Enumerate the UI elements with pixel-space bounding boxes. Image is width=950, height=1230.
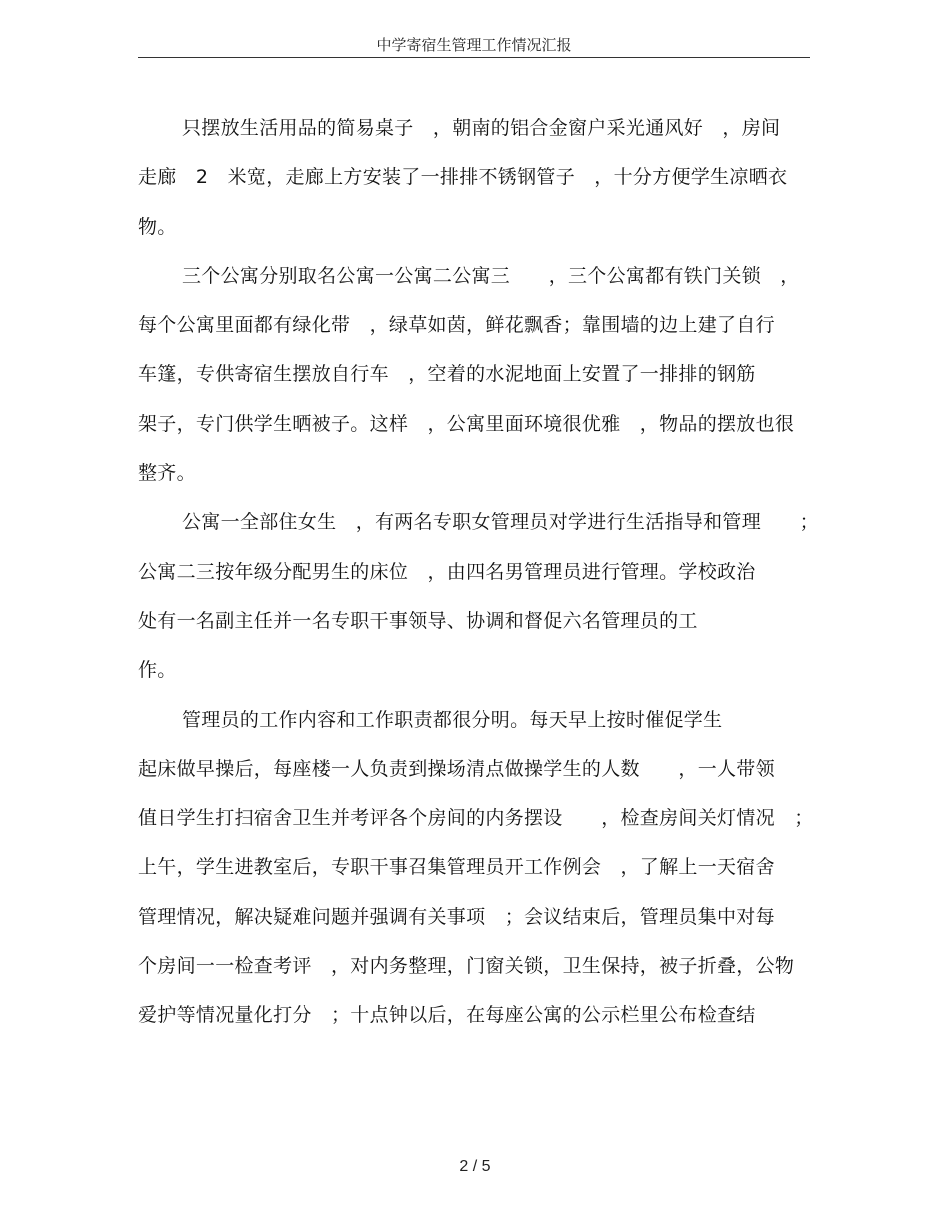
text-line: 爱护等情况量化打分 ；十点钟以后，在每座公寓的公示栏里公布检查结 (138, 1004, 756, 1027)
text-line: 管理情况，解决疑难问题并强调有关事项 ；会议结束后，管理员集中对每 (138, 905, 775, 928)
text-line: 值日学生打扫宿舍卫生并考评各个房间的内务摆设 ，检查房间关灯情况 ； (138, 807, 814, 830)
text-line: 管理员的工作内容和工作职责都很分明。每天早上按时催促学生 (182, 708, 723, 731)
text-line: 公寓一全部住女生 ，有两名专职女管理员对学进行生活指导和管理 ； (182, 511, 819, 534)
text-line: 处有一名副主任并一名专职干事领导、协调和督促六名管理员的工 (138, 609, 698, 632)
text-line: 物。 (138, 215, 177, 238)
page-number: 2 / 5 (459, 1158, 491, 1175)
text-line: 走廊 2 米宽，走廊上方安装了一排排不锈钢管子 ，十分方便学生凉晒衣 (138, 166, 788, 189)
text-line: 上午，学生进教室后，专职干事召集管理员开工作例会 ，了解上一天宿舍 (138, 856, 775, 879)
text-line: 作。 (138, 659, 177, 682)
text-line: 个房间一一检查考评 ，对内务整理，门窗关锁，卫生保持，被子折叠，公物 (138, 955, 795, 978)
text-line: 每个公寓里面都有绿化带 ，绿草如茵，鲜花飘香；靠围墙的边上建了自行 (138, 314, 775, 337)
text-line: 架子，专门供学生晒被子。这样 ，公寓里面环境很优雅 ，物品的摆放也很 (138, 412, 795, 435)
page-header-title: 中学寄宿生管理工作情况汇报 (376, 36, 572, 54)
text-line: 公寓二三按年级分配男生的床位 ，由四名男管理员进行管理。学校政治 (138, 560, 756, 583)
text-line: 起床做早操后，每座楼一人负责到操场清点做操学生的人数 ，一人带领 (138, 757, 775, 780)
text-line: 只摆放生活用品的简易桌子 ，朝南的铝合金窗户采光通风好 ，房间 (182, 117, 781, 139)
header-divider (138, 57, 810, 58)
document-body (138, 104, 818, 1041)
text-line: 车篷，专供寄宿生摆放自行车 ，空着的水泥地面上安置了一排排的钢筋 (138, 363, 756, 386)
text-line: 三个公寓分别取名公寓一公寓二公寓三 ，三个公寓都有铁门关锁 ， (182, 264, 800, 287)
text-line: 整齐。 (138, 462, 196, 485)
